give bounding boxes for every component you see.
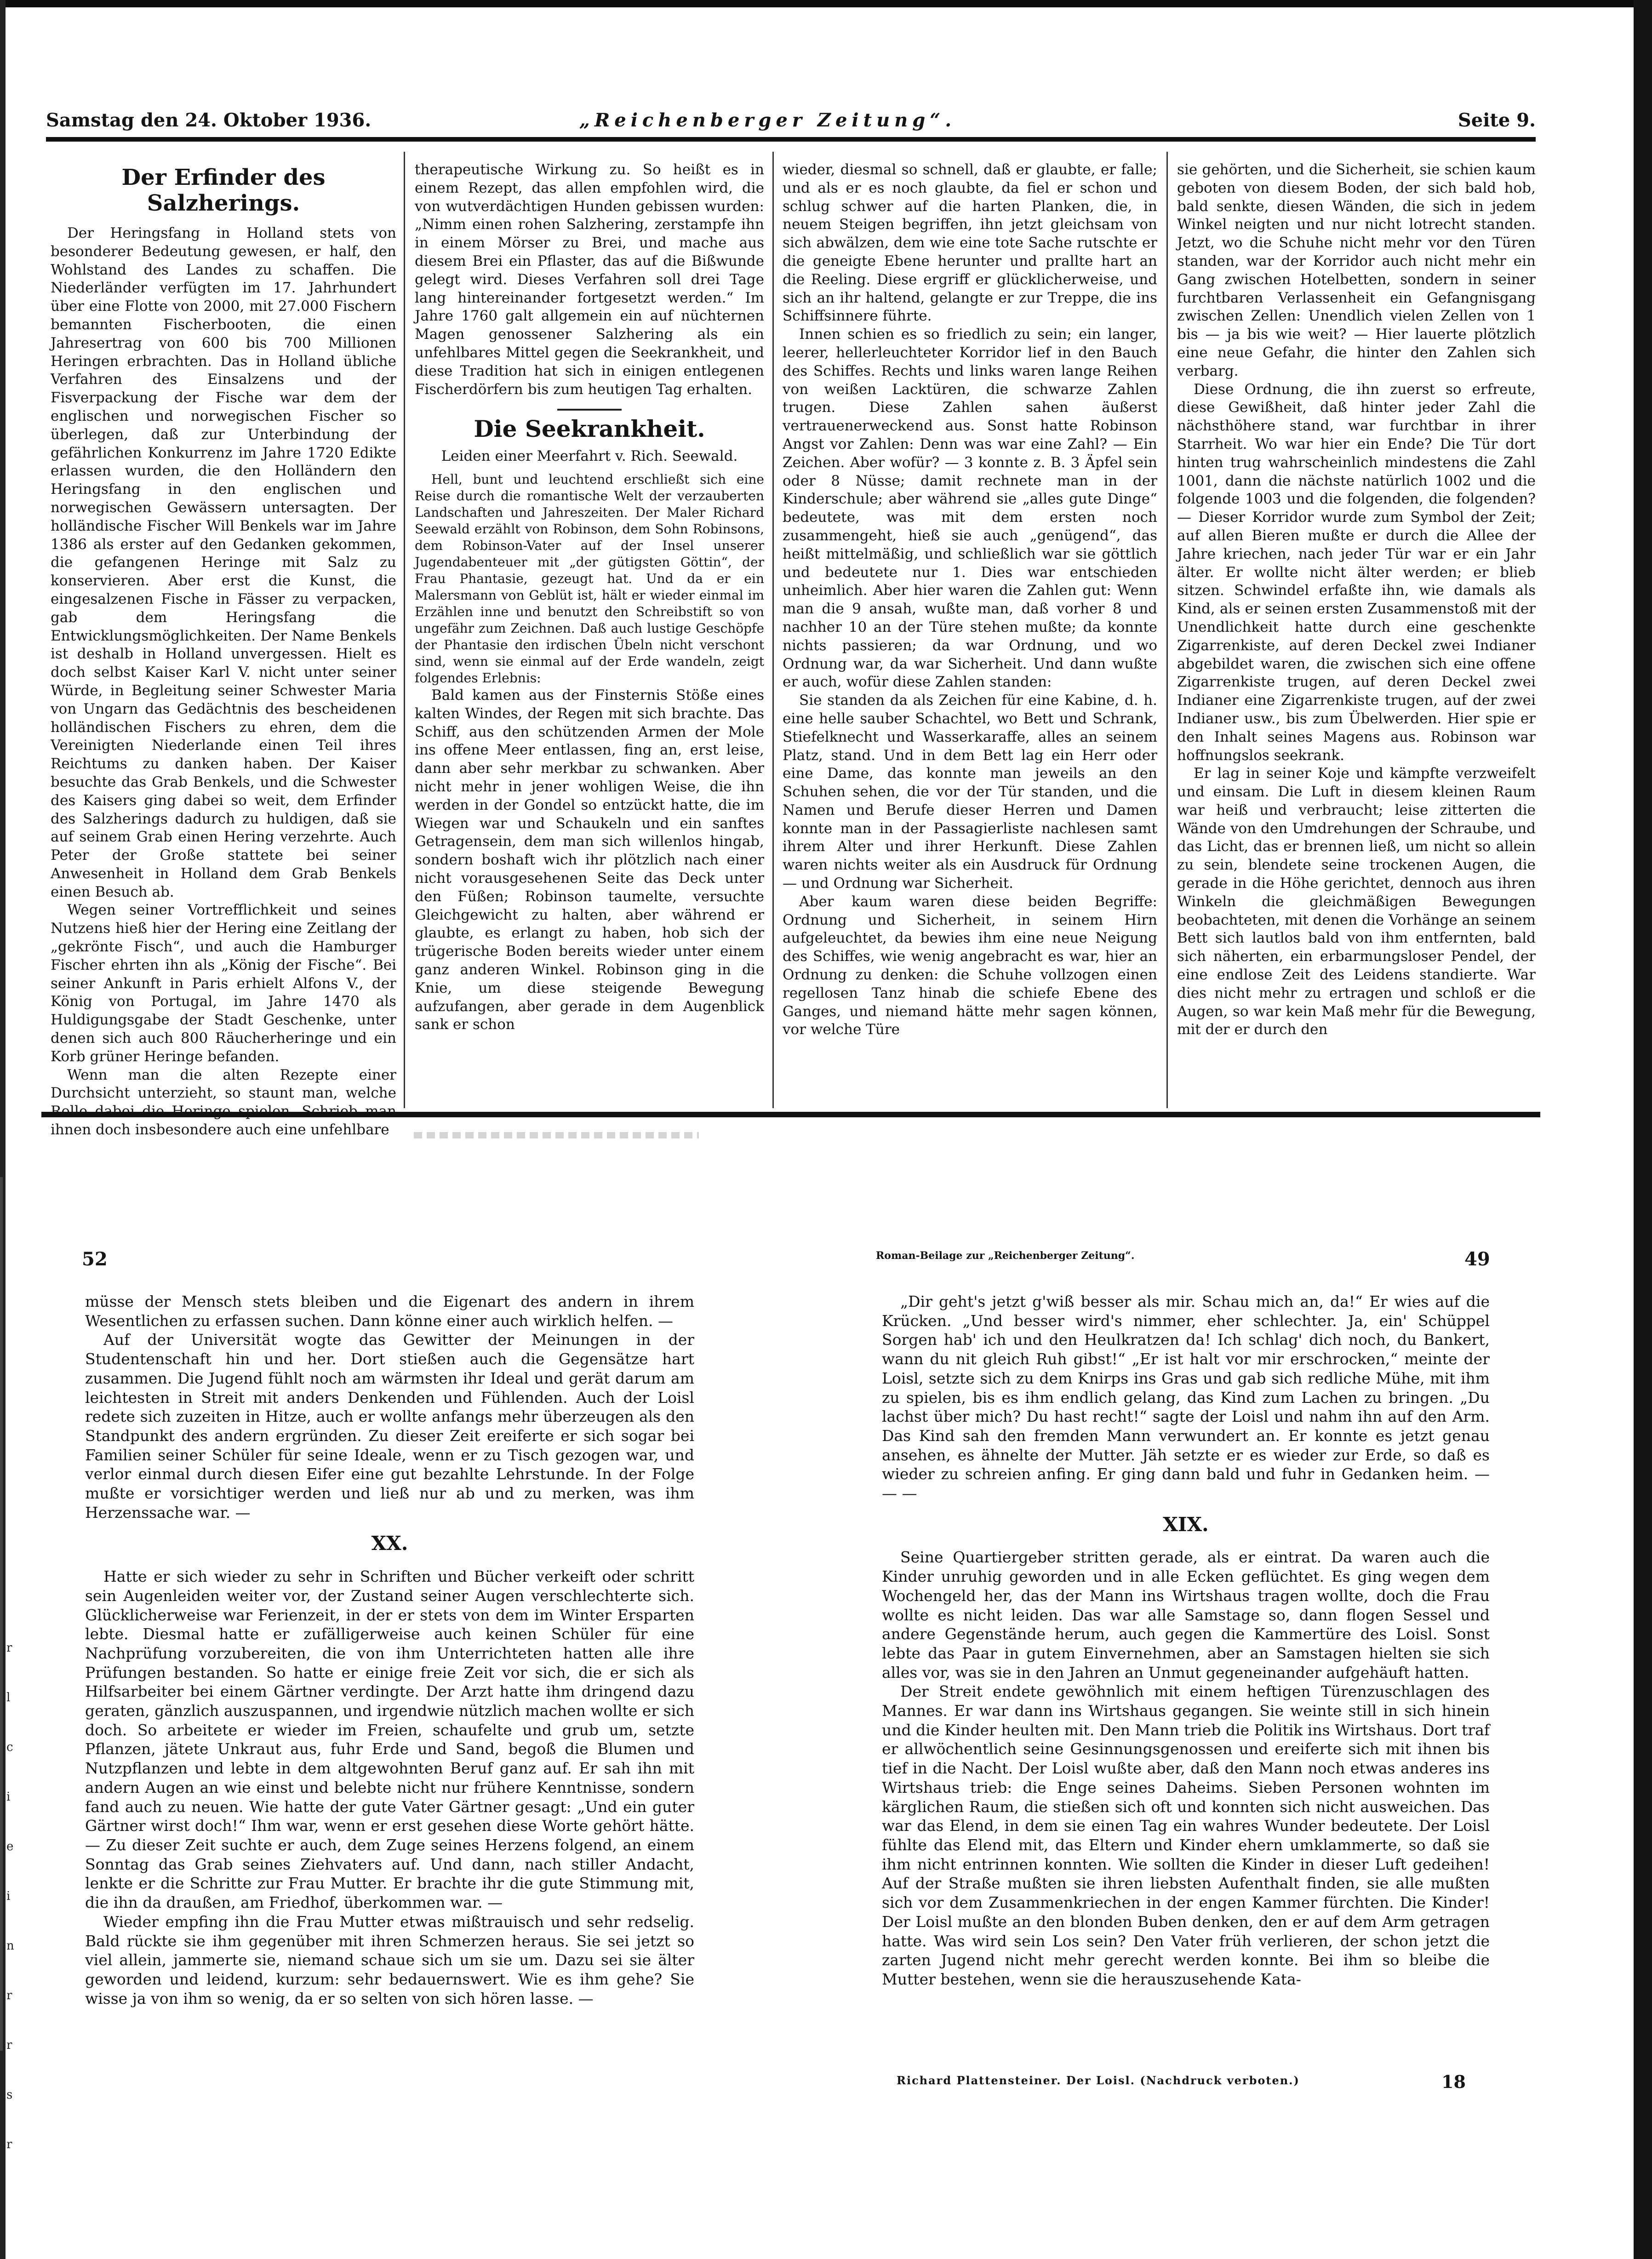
article-paragraph: Innen schien es so friedlich zu sein; ein langer, leerer, hellerleuchteter Korridor lief in den Bauch des Schiffes. Rechts und links waren lange Reihen von weißen Lacktüren, die schwarze Zahlen trugen. Diese Zahlen sahen äußerst vertrauenerweckend aus. Sonst hatte Robinson Angst vor Zahlen: Denn was war eine Zahl? — Ein Zeichen. Aber wofür? — 3 konnte z. B. 3 Äpfel sein oder 8 Nüsse; damit rechnete man in der Kinderschule; aber während sie „alles gute Dinge“ bedeutete, was mit dem ersten noch zusammengeht, hieß sie auch „genügend“, das heißt mittelmäßig, und schließlich war sie göttlich und bedeutete nur 1. Dies war entschieden unheimlich. Aber hier waren die Zahlen gut: Wenn man die 9 ansah, wußte man, daß vorher 8 und nachher 10 an der Türe stehen mußte; da konnte nichts passieren; da war Ordnung, und wo Ordnung war, da war Sicherheit. Und dann wußte er auch, wofür diese Zahlen standen: [783,326,1157,691]
novel-paragraph: Hatte er sich wieder zu sehr in Schriften und Bücher verkeift oder schritt sein Augenleiden weiter vor, der Zustand seiner Augen verschlechterte sich. Glücklicherweise war Ferienzeit, in der er stets von dem im Winter Ersparten lebte. Diesmal hatte er zufälligerweise auch keinen Schüler für eine Nachprüfung vorzubereiten, die von ihm Unterrichteten hatten alle ihre Prüfungen bestanden. So hatte er einige freie Zeit vor sich, die er sich als Hilfsarbeiter bei einem Gärtner verdingte. Der Arzt hatte ihm dringend dazu geraten, gänzlich auszuspannen, und irgendwie nützlich machen wollte er sich doch. So arbeitete er wieder im Freien, schaufelte und grub um, setzte Pflanzen, jätete Unkraut aus, fuhr Erde und Sand, begoß die Blumen und Nutzpflanzen und lebte in dem altgewohnten Beruf ganz auf. Er sah ihn mit andern Augen an wie einst und belebte nicht nur frühere Kenntnisse, sondern fand auch zu neuen. Wie hatte der gute Vater Gärtner gesagt: „Und ein guter Gärtner wirst doch!“ Ihm war, wenn er erst gesehen diese Worte gehört hätte. — Zu dieser Zeit suchte er auch, dem Zuge seines Herzens folgend, an einem Sonntag das Grab seines Ziehvaters auf. Und dann, nach stiller Andacht, lenkte er die Schritte zur Frau Mutter. Er brachte ihr die gute Stimmung mit, die ihn da draußen, am Friedhof, überkommen war. — [85,1567,694,1912]
novel-paragraph: Wieder empfing ihn die Frau Mutter etwas mißtrauisch und sehr redselig. Bald rückte sie ihm gegenüber mit ihren Schmerzen heraus. Sie sei jetzt so viel allein, jammerte sie, niemand schaue sich um sie um. Dazu sei sie älter geworden und leidend, kurzum: sehr bedauernswert. Wie es ihm gehe? Sie wisse ja von ihm so wenig, da er so selten von sich hören lasse. — [85,1912,694,2007]
supplement-footer-number: 18 [1441,2071,1466,2092]
article-title-seekrankheit: Die Seekrankheit. [474,415,705,443]
page-bottom-rule [41,1112,1540,1117]
article-byline: Leiden einer Meerfahrt v. Rich. Seewald. [441,448,738,465]
novel-paragraph: Seine Quartiergeber stritten gerade, als er eintrat. Da waren auch die Kinder unruhig geworden und in alle Ecken geflüchtet. Es ging wegen dem Wochengeld her, das der Mann ins Wirtshaus tragen wollte, doch die Frau wollte es nicht leiden. Das war alle Samstage so, dann flogen Sessel und andere Gegenstände herum, auch gegen die Kammertüre des Loisl. Sonst lebte das Paar in gutem Einvernehmen, aber an Samstagen hielten sie sich alles vor, was sie in den Jahren an Unmut gegeneinander aufgehäuft hatten. [882,1548,1490,1681]
novel-paragraph: Der Streit endete gewöhnlich mit einem heftigen Türenzuschlagen des Mannes. Er war dann ins Wirtshaus gegangen. Sie weinte still in sich hinein und die Kinder heulten mit. Den Mann trieb die Politik ins Wirtshaus. Dort traf er allwöchentlich seine Gesinnungsgenossen und ereiferte sich mit ihnen bis tief in die Nacht. Der Loisl wußte aber, daß den Mann noch etwas anderes ins Wirtshaus trieb: die Enge seines Daheims. Sieben Personen wohnten im kärglichen Raum, die stießen sich oft und konnten sich nicht ausweichen. Das war das Elend, in dem sie einen Tag ein wahres Wunder bedeutete. Der Loisl fühlte das Elend mit, das Eltern und Kinder ehern umklammerte, so daß sie ihm nicht entrinnen konnten. Wie sollten die Kinder in dieser Luft gedeihen! Auf der Straße mußten sie ihren liebsten Aufenthalt finden, sie alle mußten sich vor dem Zusammenkriechen in der engen Kammer fürchten. Die Kinder! Der Loisl mußte an den blonden Buben denken, den er auf dem Arm getragen hatte. Was wird sein Los sein? Den Vater früh verlieren, der schon jetzt die zarten Jugend nicht mehr gerecht werden konnte. Bei ihm so bleibe die Mutter bestehen, wenn sie die herauszusehende Kata- [882,1682,1490,1988]
article-paragraph: Er lag in seiner Koje und kämpfte verzweifelt und einsam. Die Luft in diesem kleinen Raum war heiß und verbraucht; leise zitterten die Wände von den Umdrehungen der Schraube, und das Licht, das er brennen ließ, um nicht so allein zu sein, blendete seine trockenen Augen, die gerade in die Höhe gerichtet, dennoch aus ihren Winkeln die gleichmäßigen Bewegungen beobachteten, mit denen die Vorhänge an seinem Bett sich lautlos bald von ihm entfernten, bald sich näherten, ein erbarmungsloser Pendel, der eine endlose Zeit des Leidens standierte. War dies nicht mehr zu ertragen und schloß er die Augen, so war kein Maß mehr für die Bewegung, mit der er durch den [1177,765,1536,1038]
article-paragraph: sie gehörten, und die Sicherheit, sie schien kaum geboten von diesem Boden, der sich bald hob, bald senkte, diesen Wänden, die sich in jedem Winkel neigten und nur nicht lotrecht standen. Jetzt, wo die Schuhe nicht mehr vor den Türen standen, war der Korridor auch nicht mehr ein Gang zwischen Hotelbetten, sondern in seiner furchtbaren Verlassenheit ein Gefangnisgang zwischen Zellen: Unendlich vielen Zellen von 1 bis — ja bis wie weit? — Hier lauerte plötzlich eine neue Gefahr, die hinter den Zahlen sich verbarg. [1177,161,1536,379]
novel-paragraph: müsse der Mensch stets bleiben und die Eigenart des andern in ihrem Wesentlichen zu erfassen suchen. Dann könne einer auch wirklich helfen. — [85,1292,694,1330]
supplement-page-number-right: 49 [1464,1248,1490,1270]
article-paragraph: Diese Ordnung, die ihn zuerst so erfreute, diese Gewißheit, daß hinter jeder Zahl die nächsthöhere stand, war furchtbar in ihrer Starrheit. Wo war hier ein Ende? Die Tür dort hinten trug wahrscheinlich mindestens die Zahl 1001, dann die nächste natürlich 1002 und die folgende 1003 und die folgenden, die folgenden? — Dieser Korridor wurde zum Symbol der Zeit; auf allen Bieren mußte er durch die Allee der Jahre kriechen, nach jeder Tür war er ein Jahr älter. Er wollte nicht älter werden; er blieb sitzen. Schwindel erfaßte ihn, wie damals als Kind, als er seinen ersten Zusammenstoß mit der Unendlichkeit hatte durch eine geschenkte Zigarrenkiste, auf deren Deckel zwei Indianer abgebildet waren, die zwischen sich eine offene Zigarrenkiste trugen, auf deren Deckel zwei Indianer eine Zigarrenkiste trugen, auf der zwei Indianer usw., bis zum Übelwerden. Hier spie er den Inhalt seines Magens aus. Robinson war hoffnungslos seekrank. [1177,381,1536,764]
article-paragraph: Wenn man die alten Rezepte einer Durchsicht unterzieht, so staunt man, welche ihnen doch insbesondere auch eine unfehlbare [51,1066,396,1138]
chapter-heading: XX. [371,1532,408,1555]
masthead [46,109,1536,137]
scan-border-top [0,0,1652,7]
novel-paragraph: Auf der Universität wogte das Gewitter der Meinungen in der Studentenschaft hin und her. Dort stießen auch die Gegensätze hart zusammen. Die Jugend fühlt noch am wärmsten ihr Ideal und gerät darum am leichtesten in Streit mit anders Denkenden und Fühlenden. Auch der Loisl redete sich zuzeiten in Hitze, auch er wollte anfangs mehr überzeugen als den Standpunkt des andern ergründen. Zu dieser Zeit ereiferte er sich sogar bei Familien seiner Schüler für seine Ideale, wenn er zu Tisch gezogen war, und verlor einmal durch diesen Eifer eine gut bezahlte Lehrstunde. In der Folge mußte er vorsichtiger werden und ließ nur ab und zu merken, was ihm Herzenssache war. — [85,1331,694,1521]
supplement-column-right [882,1292,1490,2069]
masthead-date: Samstag den 24. Oktober 1936. [46,109,372,131]
column-separator [404,152,405,1108]
margin-characters: r l c i e i n r r s r [6,1641,14,2151]
article-paragraph: Bald kamen aus der Finsternis Stöße eines kalten Windes, der Regen mit sich brachte. Das Schiff, aus den schützenden Armen der Mole ins offene Meer entlassen, fing an, erst leise, dann aber sehr merkbar zu schwanken. Aber nicht mehr in jener wohligen Weise, die ihn werden in der Gondel so entzückt hatte, die im Wiegen war und Schaukeln und ein sanftes Getragensein, dem man sich willenlos hingab, sondern boshaft wich ihr plötzlich nach einer nicht vorausgesehenen Seite das Deck unter den Füßen; Robinson taumelte, versuchte Gleichgewicht zu halten, aber während er glaubte, es erlangt zu haben, hob sich der trügerische Boden bereits wieder unter einem ganz anderen Winkel. Robinson ging in die Knie, um diese steigende Bewegung aufzufangen, aber gerade in dem Augenblick sank er schon [415,686,764,1033]
supplement-header: Roman-Beilage zur „Reichenberger Zeitung“. [876,1250,1135,1262]
article-divider [557,409,622,411]
article-paragraph: Der Heringsfang in Holland stets von besonderer Bedeutung gewesen, er half, den Wohlstand des Landes zu schaffen. Die Niederländer verfügten im 17. Jahrhundert über eine Flotte von 2000, mit 27.000 Fischern bemannten Fischerbooten, die einen Jahresertrag von 600 bis 700 Millionen Heringen erbrachten. Das in Holland übliche Verfahren des Einsalzens und der Fisverpackung der Fische war dem der englischen und norwegischen Fischer so überlegen, daß zur Unterbindung der gefährlichen Konkurrenz im Jahre 1720 Edikte erlassen wurden, die den Holländern den Heringsfang in den englischen und norwegischen Gewässern untersagten. Der holländische Fischer Will Benkels war im Jahre 1386 als erster auf den Gedanken gekommen, die gefangenen Heringe mit Salz zu konservieren. Aber erst die Kunst, die eingesalzenen Fische in Fässer zu verpacken, gab dem Heringsfang die Entwicklungsmöglichkeiten. Der Name Benkels ist deshalb in Holland unvergessen. Hielt es doch selbst Kaiser Karl V. nicht unter seiner Würde, in Begleitung seiner Schwester Maria von Ungarn das Gedächtnis des bescheidenen holländischen Fischers zu ehren, dem die Vereinigten Niederlande einen Teil ihres Reichtums zu danken haben. Der Kaiser besuchte das Grab Benkels, und die Schwester des Kaisers ging dabei so weit, dem Erfinder des Salzherings dadurch zu huldigen, daß sie auf seinem Grab einen Hering verzehrte. Auch Peter der Große stattete bei seiner Anwesenheit in Holland dem Grab Benkels einen Besuch ab. [51,225,396,900]
article-paragraph: therapeutische Wirkung zu. So heißt es in einem Rezept, das allen empfohlen wird, die von wutverdächtigen Hunden gebissen wurden: „Nimm einen rohen Salzhering, zerstampfe ihn in einem Mörser zu Brei, und mache aus diesem Brei ein Pflaster, das auf die Bißwunde gelegt wird. Dieses Verfahren soll drei Tage lang hintereinander fortgesetzt werden.“ Im Jahre 1760 galt allgemein ein auf nüchternen Magen genossener Salzhering als ein unfehlbares Mittel gegen die Seekrankheit, und diese Tradition hat sich in einigen entlegenen Fischerdörfern bis zum heutigen Tag erhalten. [415,161,764,398]
masthead-rule [46,137,1536,142]
novel-paragraph: „Dir geht's jetzt g'wiß besser als mir. Schau mich an, da!“ Er wies auf die Krücken. „Und besser wird's nimmer, eher schlechter. Ja, ein' Schüppel Sorgen hab' ich und den Heulkratzen da! Ich schlag' dich noch, du Bankert, wann du nit gleich Ruh gibst!“ „Er ist halt vor mir erschrocken,“ meinte der Loisl, setzte sich zu dem Knirps ins Gras und gab sich redliche Mühe, mit ihm zu spielen, bis es ihm endlich gelang, das Kind zum Lachen zu bringen. „Du lachst über mich? Du hast recht!“ sagte der Loisl und nahm ihn auf den Arm. Das Kind sah den fremden Mann verwundert an. Er konnte es jetzt genau ansehen, es ähnelte der Mutter. Jäh setzte er es wieder zur Erde, so daß es wieder zu schreien anfing. Er ging dann bald und fuhr in Gedanken heim. — — — [882,1292,1490,1503]
supplement-footer-credit: Richard Plattensteiner. Der Loisl. (Nachdruck verboten.) [897,2074,1300,2087]
article-paragraph: Wegen seiner Vortrefflichkeit und seines Nutzens hieß hier der Hering eine Zeitlang der „gekrönte Fisch“, und auch die Hamburger Fischer ehrten ihn als „König der Fische“. Bei seiner Ankunft in Paris erhielt Alfons V., der König von Portugal, im Jahre 1470 als Huldigungsgabe der Stadt Geschenke, unter denen sich auch 800 Räucherheringe und ein Korb grüner Heringe befanden. [51,902,396,1065]
article-title-salzhering: Der Erfinder des Salzherings. [121,165,326,216]
faint-scan-line [414,1132,699,1138]
column-1 [51,161,396,1138]
chapter-heading: XIX. [1163,1513,1209,1536]
column-separator [772,152,774,1108]
column-separator [1166,152,1168,1108]
column-3 [783,161,1157,1108]
supplement-page-number-left: 52 [82,1248,108,1270]
article-paragraph: wieder, diesmal so schnell, daß er glaubte, er falle; und als er es noch glaubte, da fiel er schon und schlug schwer auf die harten Planken, die, in neuem Steigen begriffen, ihn jetzt gleichsam von sich abwälzen, dem wie eine tote Sache rutschte er die geneigte Ebene herunter und prallte hart an die Reeling. Diese ergriff er glücklicherweise, und sich an ihr haltend, gelangte er zur Treppe, die ins Schiffsinnere führte. [783,161,1157,325]
binding-edge [0,1177,3,2051]
article-paragraph: Sie standen da als Zeichen für eine Kabine, d. h. eine helle sauber Schachtel, wo Bett und Schrank, Stiefelknecht und Wasserkaraffe, alles an seinem Platz, stand. Und in dem Bett lag ein Herr oder eine Dame, das konnte man jeweils an den Schuhen sehen, die vor der Tür standen, und die Namen und Berufe dieser Herren und Damen konnte man in der Passagierliste nachlesen samt ihrem Alter und ihrer Herkunft. Diese Zahlen waren nichts weiter als ein Ausdruck für Ordnung — und Ordnung war Sicherheit. [783,692,1157,892]
article-paragraph: Aber kaum waren diese beiden Begriffe: Ordnung und Sicherheit, in seinem Hirn aufgeleuchtet, da bewies ihm eine neue Neigung des Schiffes, wie wenig angebracht es war, hier an Ordnung zu denken: die Schuhe vollzogen einen regellosen Tanz hinab die schiefe Ebene des Ganges, und niemand hätte mehr sagen können, vor welche Türe [783,893,1157,1038]
masthead-title: „Reichenberger Zeitung“. [579,109,956,131]
column-2 [415,161,764,1108]
article-intro: Hell, bunt und leuchtend erschließt sich eine Reise durch die romantische Welt der verzauberten Landschaften und Jahreszeiten. Der Maler Richard Seewald erzählt von Robinson, dem Sohn Robinsons, dem Robinson-Vater auf der Insel unserer Jugendabenteuer mit „der gütigsten Göttin“, der Frau Phantasie, gezeugt hat. Und da er ein Malersmann von Geblüt ist, hält er wieder einmal im Erzählen inne und benutzt den Schreibstift so von ungefähr zum Zeichnen. Daß auch lustige Geschöpfe der Phantasie den irdischen Übeln nicht verschont sind, wenn sie einmal auf der Erde wandeln, zeigt folgendes Erlebnis: [415,471,764,686]
supplement-column-left [85,1292,694,2055]
masthead-page-number: Seite 9. [1458,109,1536,131]
scan-border-right [1634,0,1652,2259]
column-4 [1177,161,1536,1108]
